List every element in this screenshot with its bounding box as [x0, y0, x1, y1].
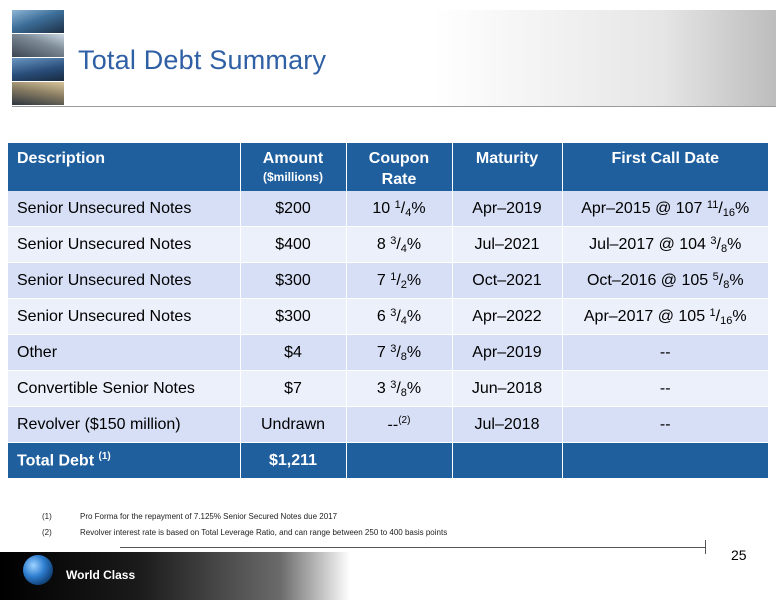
maturity-cell: Jul–2018 [452, 407, 562, 443]
table-row [8, 227, 768, 263]
total-empty-cell [452, 443, 562, 479]
coupon-numerator: 3 [390, 234, 397, 247]
footnote-text: Revolver interest rate is based on Total Leverage Ratio, and can range between 250 to 400 basis points [80, 528, 448, 537]
total-empty-cell [346, 443, 452, 479]
footnotes [42, 509, 447, 541]
total-empty-cell [562, 443, 768, 479]
total-label: Total Debt [17, 452, 95, 470]
total-label-cell [8, 443, 240, 479]
call-price-numerator: 1 [709, 306, 716, 319]
amount-cell: $4 [240, 335, 346, 371]
table-row [8, 371, 768, 407]
table-row [8, 263, 768, 299]
coupon-numerator: 1 [394, 198, 401, 211]
total-row [8, 443, 768, 479]
call-price-denominator: 8 [720, 242, 728, 255]
coupon-suffix: % [406, 271, 422, 289]
description-cell: Senior Unsecured Notes [8, 191, 240, 227]
footnote-number: (1) [42, 512, 52, 521]
first-call-date-cell [562, 407, 768, 443]
table-row [8, 191, 768, 227]
footnote-ref: (2) [398, 414, 411, 426]
call-price-denominator: 16 [722, 206, 736, 219]
first-call-date-cell: Jul–2017 @ 104 $^3$/8% [562, 227, 768, 263]
first-call-prefix: Oct–2016 @ 105 [586, 271, 713, 289]
offshore-rig-photo [12, 82, 64, 106]
column-header-first-call-date: First Call Date [562, 143, 768, 191]
coupon-rate-cell [346, 407, 452, 443]
coupon-suffix: % [406, 379, 422, 397]
coupon-whole: 6 [376, 307, 391, 325]
coupon-suffix: % [406, 307, 422, 325]
total-footnote-ref: (1) [98, 450, 111, 462]
footer-band [0, 552, 350, 600]
coupon-whole: 7 [376, 343, 391, 361]
coupon-suffix: % [411, 199, 426, 217]
debt-summary-table [8, 143, 768, 479]
coupon-numerator: 3 [390, 378, 397, 391]
first-call-prefix: Apr–2017 @ 105 [583, 307, 710, 325]
globe-icon [23, 555, 53, 585]
maturity-cell: Oct–2021 [452, 263, 562, 299]
first-call-suffix: % [735, 199, 750, 217]
coupon-whole: 10 [372, 199, 395, 217]
first-call-prefix: Jul–2017 @ 104 [589, 235, 711, 253]
first-call-suffix: % [729, 271, 744, 289]
call-price-numerator: 3 [710, 234, 717, 247]
page-number: 25 [731, 547, 747, 563]
call-price-numerator: 11 [706, 198, 719, 211]
first-call-date-cell: Oct–2016 @ 105 $^5$/8% [562, 263, 768, 299]
amount-cell: $400 [240, 227, 346, 263]
call-price-denominator: 8 [723, 278, 730, 291]
first-call-date-cell: Apr–2015 @ 107 $^{11}$/16% [562, 191, 768, 227]
amount-cell: $7 [240, 371, 346, 407]
first-call-text: -- [659, 343, 671, 361]
coupon-numerator: 1 [390, 270, 397, 283]
first-call-text: -- [659, 415, 671, 433]
description-cell: Senior Unsecured Notes [8, 299, 240, 335]
description-cell: Senior Unsecured Notes [8, 227, 240, 263]
call-price-denominator: 16 [720, 314, 733, 327]
coupon-denominator: 4 [405, 206, 412, 219]
offshore-rig-photo [12, 34, 64, 58]
amount-header-unit: ($millions) [262, 170, 323, 184]
column-header-maturity: Maturity [452, 143, 562, 191]
maturity-cell: Apr–2022 [452, 299, 562, 335]
amount-cell: $300 [240, 299, 346, 335]
table-row [8, 407, 768, 443]
coupon-denominator: 2 [400, 278, 407, 291]
coupon-whole: 8 [376, 235, 391, 253]
total-amount: $1,211 [240, 443, 346, 479]
footnote-text: Pro Forma for the repayment of 7.125% Senior Secured Notes due 2017 [80, 512, 338, 521]
maturity-cell: Jul–2021 [452, 227, 562, 263]
coupon-numerator: 3 [390, 306, 397, 319]
first-call-date-cell: Apr–2017 @ 105 $^1$/16% [562, 299, 768, 335]
description-cell: Senior Unsecured Notes [8, 263, 240, 299]
coupon-rate-cell: 7 $^1$/2% [346, 263, 452, 299]
offshore-rig-photo [12, 58, 64, 82]
footnote [42, 509, 447, 525]
coupon-denominator: 8 [400, 386, 407, 399]
column-header-amount [240, 143, 346, 191]
first-call-text: -- [659, 379, 671, 397]
amount-cell: $300 [240, 263, 346, 299]
header-photo-strip [12, 10, 64, 106]
coupon-rate-cell: 6 $^3$/4% [346, 299, 452, 335]
footer-divider [120, 547, 706, 548]
coupon-rate-cell: 7 $^3$/8% [346, 335, 452, 371]
description-cell: Other [8, 335, 240, 371]
amount-header-label: Amount [262, 150, 324, 167]
first-call-date-cell [562, 335, 768, 371]
amount-cell: Undrawn [240, 407, 346, 443]
column-header-coupon-rate: Coupon Rate [346, 143, 452, 191]
table-header-row [8, 143, 768, 191]
column-header-description: Description [8, 143, 240, 191]
footer-divider-tick [705, 540, 706, 554]
coupon-suffix: % [406, 343, 422, 361]
description-cell: Revolver ($150 million) [8, 407, 240, 443]
table-row [8, 335, 768, 371]
coupon-rate-cell: 3 $^3$/8% [346, 371, 452, 407]
coupon-whole: 3 [376, 379, 391, 397]
coupon-denominator: 4 [400, 242, 407, 255]
footnote-number: (2) [42, 528, 52, 537]
offshore-rig-photo [12, 10, 64, 34]
maturity-cell: Apr–2019 [452, 335, 562, 371]
coupon-suffix: % [406, 235, 422, 253]
coupon-rate-cell: 8 $^3$/4% [346, 227, 452, 263]
table-row [8, 299, 768, 335]
coupon-numerator: 3 [390, 342, 397, 355]
coupon-denominator: 8 [400, 350, 407, 363]
coupon-rate-text: -- [387, 416, 399, 434]
maturity-cell: Jun–2018 [452, 371, 562, 407]
call-price-numerator: 5 [712, 270, 719, 283]
first-call-suffix: % [727, 235, 742, 253]
coupon-denominator: 4 [400, 314, 407, 327]
description-cell: Convertible Senior Notes [8, 371, 240, 407]
first-call-date-cell [562, 371, 768, 407]
footer-tagline: World Class [66, 568, 136, 582]
first-call-prefix: Apr–2015 @ 107 [581, 199, 707, 217]
coupon-rate-cell: 10 $^1$/4% [346, 191, 452, 227]
maturity-cell: Apr–2019 [452, 191, 562, 227]
first-call-suffix: % [732, 307, 747, 325]
footnote [42, 525, 447, 541]
page-title: Total Debt Summary [78, 45, 327, 75]
coupon-whole: 7 [376, 271, 391, 289]
amount-cell: $200 [240, 191, 346, 227]
